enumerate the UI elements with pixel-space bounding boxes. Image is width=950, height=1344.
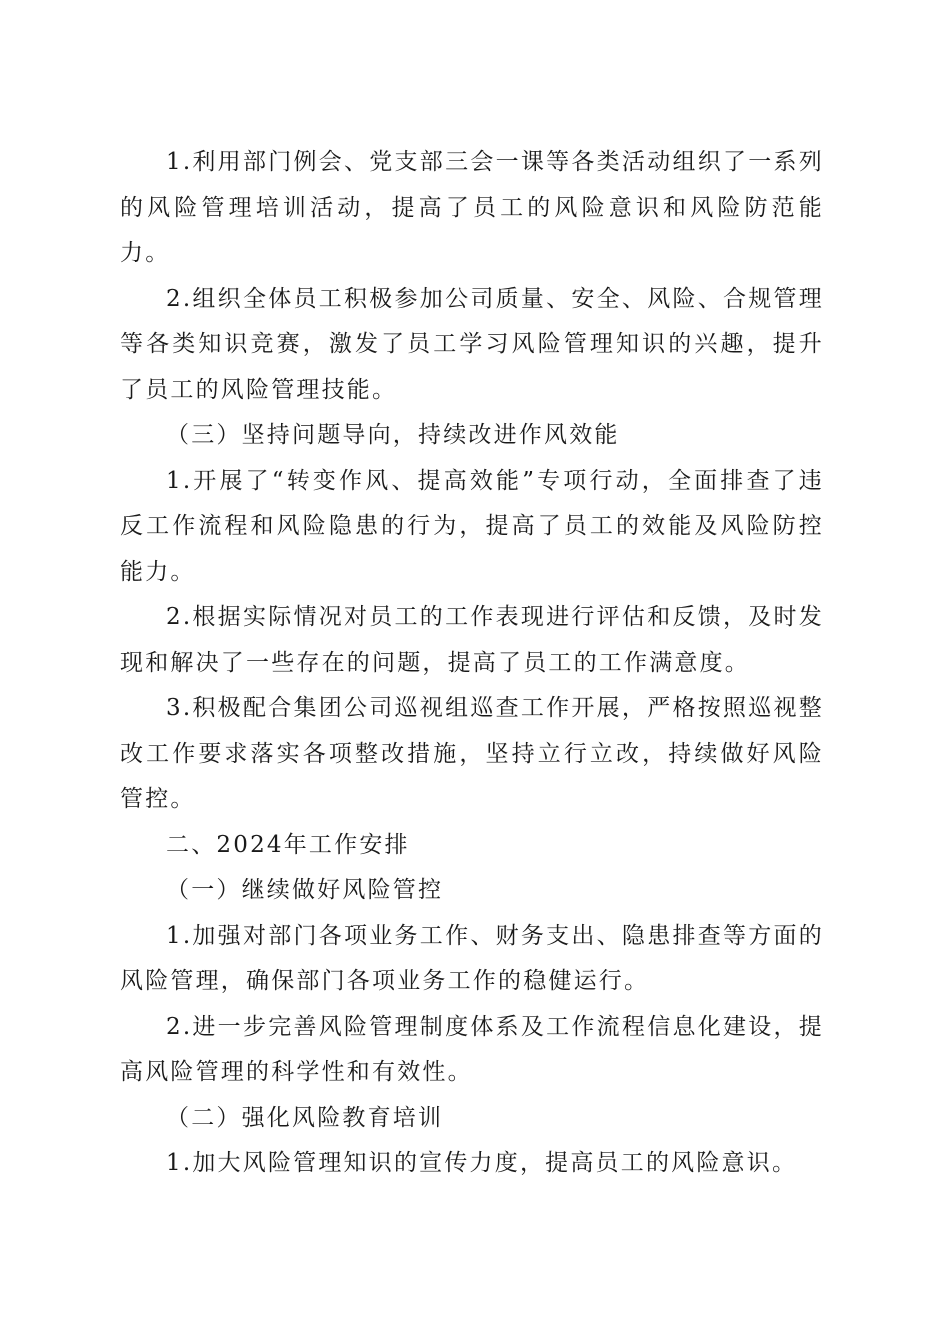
section-heading-risk-education: （二）强化风险教育培训: [166, 1104, 444, 1131]
paragraph-knowledge-contests: 2.组织全体员工积极参加公司质量、安全、风险、合规管理等各类知识竞赛，激发了员工学习风险管理知识的兴趣，提升了员工的风险管理技能。: [120, 285, 824, 403]
paragraph-performance-evaluation: 2.根据实际情况对员工的工作表现进行评估和反馈，及时发现和解决了一些存在的问题，提高了员工的工作满意度。: [120, 604, 824, 676]
paragraph-publicity: 1.加大风险管理知识的宣传力度，提高员工的风险意识。: [166, 1150, 798, 1176]
paragraph-inspection-rectification: 3.积极配合集团公司巡视组巡查工作开展，严格按照巡视整改工作要求落实各项整改措施，坚持立行立改，持续做好风险管控。: [120, 695, 824, 812]
section-heading-problem-oriented: （三）坚持问题导向，持续改进作风效能: [166, 422, 620, 448]
paragraph-improve-system: 2.进一步完善风险管理制度体系及工作流程信息化建设，提高风险管理的科学性和有效性。: [120, 1013, 824, 1085]
chapter-heading-2024-plan: 二、2024年工作安排: [166, 831, 410, 858]
section-heading-risk-control: （一）继续做好风险管控: [166, 877, 444, 903]
document-body: [120, 140, 824, 1187]
paragraph-training-activities: 1.利用部门例会、党支部三会一课等各类活动组织了一系列的风险管理培训活动，提高了员工的风险意识和风险防范能力。: [120, 149, 824, 266]
paragraph-special-action: 1.开展了“转变作风、提高效能”专项行动，全面排查了违反工作流程和风险隐患的行为，提高了员工的效能及风险防控能力。: [120, 467, 824, 585]
paragraph-strengthen-risk-management: 1.加强对部门各项业务工作、财务支出、隐患排查等方面的风险管理，确保部门各项业务工作的稳健运行。: [120, 922, 824, 994]
